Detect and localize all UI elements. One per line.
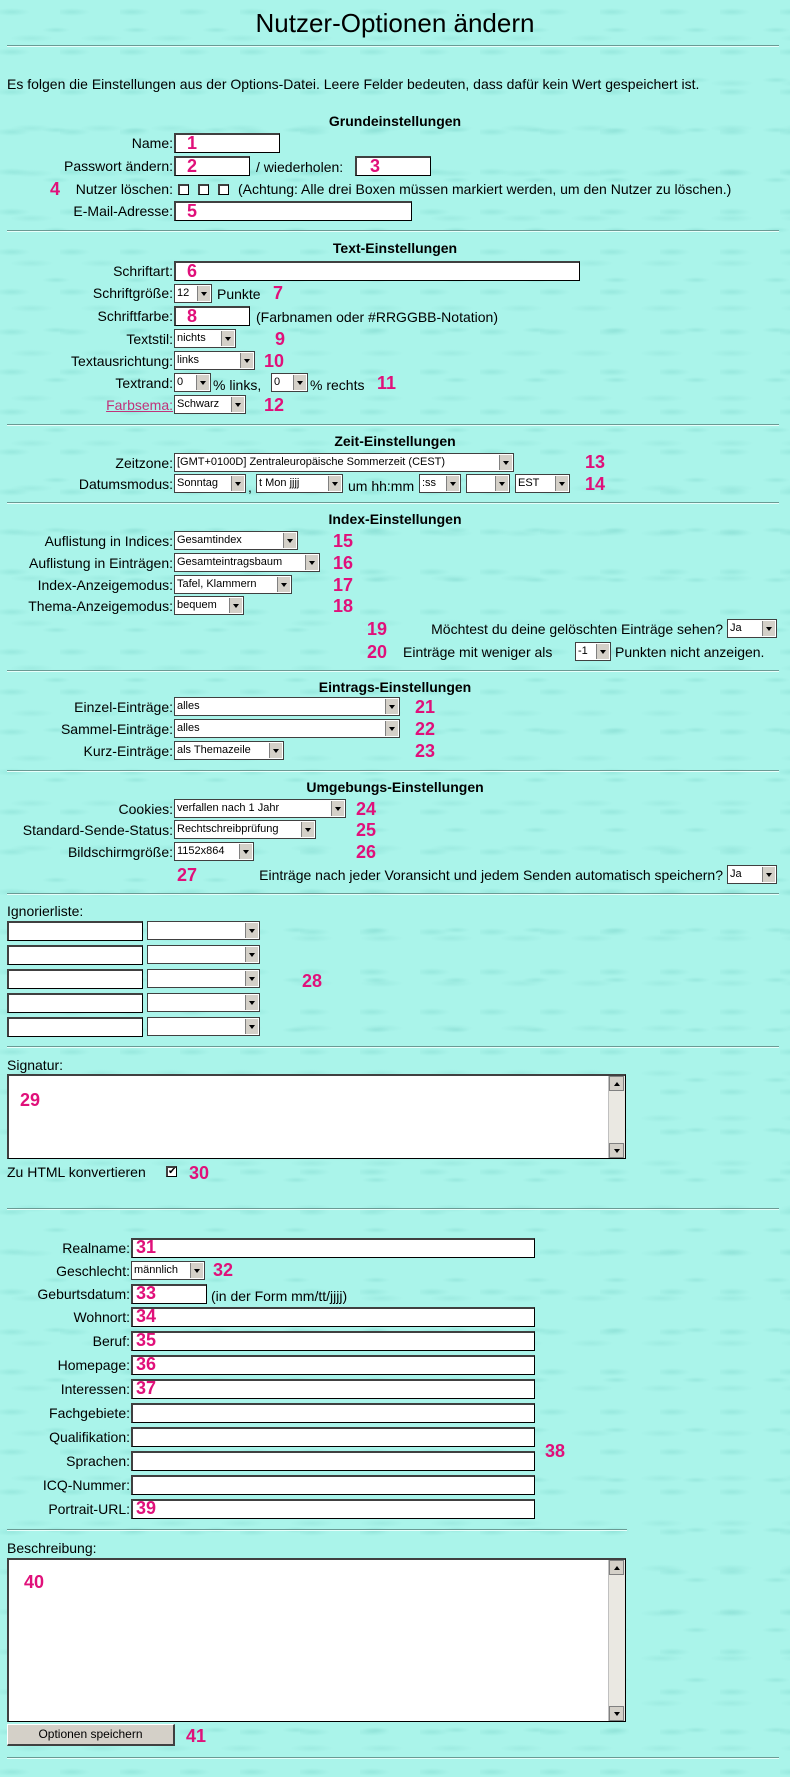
ignore-name-input[interactable] xyxy=(7,969,143,989)
callout-number: 33 xyxy=(136,1283,157,1303)
residence-input[interactable] xyxy=(131,1307,535,1327)
delete-checkbox-3[interactable] xyxy=(218,184,229,195)
chevron-down-icon xyxy=(245,1019,258,1034)
index-mode-label: Index-Anzeigemodus: xyxy=(37,577,173,593)
callout-number: 11 xyxy=(377,373,397,393)
chevron-down-icon xyxy=(240,353,253,368)
callout-number: 28 xyxy=(302,971,323,991)
callout-number: 10 xyxy=(264,351,285,371)
birthdate-note: (in der Form mm/tt/jjjj) xyxy=(211,1288,348,1304)
interests-label: Interessen: xyxy=(60,1381,130,1397)
font-color-note: (Farbnamen oder #RRGGBB-Notation) xyxy=(256,309,498,325)
callout-number: 5 xyxy=(187,201,198,221)
callout-number: 15 xyxy=(333,531,354,551)
callout-number: 31 xyxy=(136,1237,157,1257)
extra-format-select[interactable] xyxy=(466,474,510,493)
seconds-select[interactable]: :ss xyxy=(419,474,461,493)
chevron-down-icon xyxy=(385,699,398,714)
birthdate-label: Geburtsdatum: xyxy=(37,1286,130,1302)
chevron-down-icon xyxy=(190,1263,203,1278)
deleted-entries-label: Möchtest du deine gelöschten Einträge sehen? xyxy=(431,621,723,637)
deleted-entries-select[interactable]: Ja xyxy=(727,619,777,638)
chevron-down-icon xyxy=(331,801,344,816)
delete-checkbox-1[interactable] xyxy=(178,184,189,195)
chevron-down-icon xyxy=(446,476,459,491)
chevron-down-icon xyxy=(293,375,306,390)
autosave-label: Einträge nach jeder Voransicht und jedem Senden automatisch speichern? xyxy=(259,867,723,883)
scroll-down-icon[interactable] xyxy=(609,1706,624,1721)
screen-size-label: Bildschirmgröße: xyxy=(67,844,173,860)
languages-label: Sprachen: xyxy=(66,1453,130,1469)
chevron-down-icon xyxy=(283,533,296,548)
ignore-type-select[interactable] xyxy=(147,993,260,1012)
delete-user-label: Nutzer löschen: xyxy=(75,181,173,197)
residence-label: Wohnort: xyxy=(73,1309,130,1325)
index-listing-label: Auflistung in Indices: xyxy=(44,533,173,549)
fewer-points-label-b: Punkten nicht anzeigen. xyxy=(615,644,765,660)
font-color-label: Schriftfarbe: xyxy=(97,308,173,324)
callout-number: 14 xyxy=(585,474,606,494)
email-label: E-Mail-Adresse: xyxy=(73,203,173,219)
margin-left-select[interactable]: 0 xyxy=(174,373,211,392)
font-label: Schriftart: xyxy=(113,263,173,279)
tz-abbrev-select[interactable]: EST xyxy=(515,474,570,493)
portrait-url-input[interactable] xyxy=(131,1499,535,1519)
description-textarea[interactable] xyxy=(7,1558,626,1722)
time-text: um hh:mm xyxy=(348,478,415,494)
chevron-down-icon xyxy=(239,844,252,859)
callout-number: 34 xyxy=(136,1306,157,1326)
expertise-input[interactable] xyxy=(131,1403,535,1423)
callout-number: 4 xyxy=(50,179,61,199)
callout-number: 41 xyxy=(186,1726,207,1746)
entries-listing-label: Auflistung in Einträgen: xyxy=(29,555,173,571)
qualification-input[interactable] xyxy=(131,1427,535,1447)
callout-number: 1 xyxy=(187,133,198,153)
send-status-label: Standard-Sende-Status: xyxy=(22,822,173,838)
convert-html-checkbox[interactable]: ✔ xyxy=(168,1166,177,1177)
ignore-list-label: Ignorierliste: xyxy=(7,903,84,919)
fewer-points-label-a: Einträge mit weniger als xyxy=(403,644,553,660)
margin-left-unit: % links, xyxy=(213,377,262,393)
chevron-down-icon xyxy=(221,331,234,346)
callout-number: 20 xyxy=(367,642,388,662)
text-align-label: Textausrichtung: xyxy=(71,353,173,369)
font-size-label: Schriftgröße: xyxy=(92,285,173,301)
icq-label: ICQ-Nummer: xyxy=(42,1477,130,1493)
callout-number: 3 xyxy=(370,156,381,176)
min-points-select[interactable]: -1 xyxy=(575,642,611,661)
callout-number: 2 xyxy=(187,156,198,176)
cookies-label: Cookies: xyxy=(118,801,173,817)
expertise-label: Fachgebiete: xyxy=(49,1405,130,1421)
chevron-down-icon xyxy=(277,577,290,592)
screen-size-select[interactable]: 1152x864 xyxy=(174,842,254,861)
chevron-down-icon xyxy=(596,644,609,659)
index-mode-select[interactable]: Tafel, Klammern xyxy=(174,575,292,594)
callout-number: 38 xyxy=(545,1441,566,1461)
password-input[interactable] xyxy=(174,156,250,176)
chevron-down-icon xyxy=(385,721,398,736)
callout-number: 16 xyxy=(333,553,354,573)
callout-number: 40 xyxy=(24,1572,45,1592)
callout-number: 24 xyxy=(356,799,377,819)
chevron-down-icon xyxy=(231,476,244,491)
callout-number: 8 xyxy=(187,306,198,326)
chevron-down-icon xyxy=(555,476,568,491)
convert-html-label: Zu HTML konvertieren xyxy=(7,1164,146,1180)
callout-number: 21 xyxy=(415,697,436,717)
short-entries-label: Kurz-Einträge: xyxy=(83,743,173,759)
page-title: Nutzer-Optionen ändern xyxy=(255,8,535,38)
weekday-select[interactable]: Sonntag xyxy=(174,474,246,493)
scroll-down-icon[interactable] xyxy=(609,1143,624,1158)
callout-number: 32 xyxy=(213,1260,234,1280)
languages-input[interactable] xyxy=(131,1451,535,1471)
callout-number: 17 xyxy=(333,575,354,595)
callout-number: 6 xyxy=(187,261,198,281)
section-heading-entries: Eintrags-Einstellungen xyxy=(318,679,472,695)
callout-number: 9 xyxy=(275,329,286,349)
chevron-down-icon xyxy=(245,971,258,986)
autosave-select[interactable]: Ja xyxy=(727,865,777,884)
single-entries-label: Einzel-Einträge: xyxy=(74,699,173,715)
email-input[interactable] xyxy=(174,201,412,221)
callout-number: 12 xyxy=(264,395,285,415)
section-heading-text: Text-Einstellungen xyxy=(332,240,458,256)
callout-number: 27 xyxy=(177,865,198,885)
signature-textarea[interactable] xyxy=(7,1074,626,1159)
delete-note: (Achtung: Alle drei Boxen müssen markiert werden, um den Nutzer zu löschen.) xyxy=(238,181,732,197)
multi-entries-label: Sammel-Einträge: xyxy=(60,721,173,737)
description-label: Beschreibung: xyxy=(7,1540,97,1556)
job-input[interactable] xyxy=(131,1331,535,1351)
theme-mode-select[interactable]: bequem xyxy=(174,596,244,615)
multi-entries-select[interactable]: alles xyxy=(174,719,400,738)
entries-listing-select[interactable]: Gesamteintragsbaum xyxy=(174,553,320,572)
margin-right-select[interactable]: 0 xyxy=(271,373,308,392)
chevron-down-icon xyxy=(499,455,512,470)
text-margin-label: Textrand: xyxy=(115,375,173,391)
scrollbar[interactable] xyxy=(608,1076,625,1158)
section-heading-basic: Grundeinstellungen xyxy=(328,113,462,129)
portrait-url-label: Portrait-URL: xyxy=(48,1501,130,1517)
chevron-down-icon xyxy=(301,822,314,837)
gender-label: Geschlecht: xyxy=(56,1263,130,1279)
password-label: Passwort ändern: xyxy=(64,158,173,174)
chevron-down-icon xyxy=(762,867,775,882)
qualification-label: Qualifikation: xyxy=(49,1429,130,1445)
ignore-type-select[interactable] xyxy=(147,969,260,988)
text-align-select[interactable]: links xyxy=(174,351,255,370)
callout-number: 36 xyxy=(136,1354,157,1374)
chevron-down-icon xyxy=(269,743,282,758)
callout-number: 13 xyxy=(585,452,606,472)
callout-number: 30 xyxy=(189,1163,210,1183)
chevron-down-icon xyxy=(762,621,775,636)
short-entries-select[interactable]: als Themazeile xyxy=(174,741,284,760)
date-mode-label: Datumsmodus: xyxy=(78,476,173,492)
callout-number: 7 xyxy=(273,283,284,303)
ignore-name-input[interactable] xyxy=(7,921,143,941)
font-color-input[interactable] xyxy=(174,306,250,326)
ignore-type-select[interactable] xyxy=(147,921,260,940)
single-entries-select[interactable]: alles xyxy=(174,697,400,716)
font-input[interactable] xyxy=(174,261,580,281)
callout-number: 19 xyxy=(367,619,388,639)
chevron-down-icon xyxy=(495,476,508,491)
theme-mode-label: Thema-Anzeigemodus: xyxy=(28,598,173,614)
password-repeat-input[interactable] xyxy=(355,156,431,176)
callout-number: 35 xyxy=(136,1330,157,1350)
text-style-label: Textstil: xyxy=(126,331,173,347)
font-size-unit: Punkte xyxy=(217,286,261,302)
callout-number: 26 xyxy=(356,842,377,862)
callout-number: 18 xyxy=(333,596,354,616)
font-size-select[interactable]: 12 xyxy=(174,284,212,303)
chevron-down-icon xyxy=(305,555,318,570)
realname-input[interactable] xyxy=(131,1238,535,1258)
margin-right-unit: % rechts xyxy=(310,377,365,393)
timezone-select[interactable]: [GMT+0100D] Zentraleuropäische Sommerzeit (CEST) xyxy=(174,453,514,472)
section-heading-index: Index-Einstellungen xyxy=(328,511,462,527)
chevron-down-icon xyxy=(229,598,242,613)
chevron-down-icon xyxy=(231,397,244,412)
chevron-down-icon xyxy=(328,476,341,491)
repeat-label: / wiederholen: xyxy=(256,159,344,175)
scroll-up-icon[interactable] xyxy=(609,1560,624,1575)
callout-number: 29 xyxy=(20,1090,41,1110)
date-format-select[interactable]: t Mon jjjj xyxy=(256,474,343,493)
chevron-down-icon xyxy=(245,995,258,1010)
index-listing-select[interactable]: Gesamtindex xyxy=(174,531,298,550)
cookies-select[interactable]: verfallen nach 1 Jahr xyxy=(174,799,346,818)
icq-input[interactable] xyxy=(131,1475,535,1495)
intro-text: Es folgen die Einstellungen aus der Options-Datei. Leere Felder bedeuten, dass dafür kein Wert gespeichert ist. xyxy=(7,76,700,92)
name-label: Name: xyxy=(131,135,173,151)
save-options-button[interactable]: Optionen speichern xyxy=(7,1724,175,1746)
chevron-down-icon xyxy=(245,947,258,962)
ignore-name-input[interactable] xyxy=(7,1017,143,1037)
text-style-select[interactable]: nichts xyxy=(174,329,236,348)
interests-input[interactable] xyxy=(131,1379,535,1399)
scrollbar[interactable] xyxy=(608,1560,625,1721)
scroll-up-icon[interactable] xyxy=(609,1076,624,1091)
chevron-down-icon xyxy=(197,286,210,301)
color-scheme-link[interactable]: Farbsema: xyxy=(106,397,173,413)
callout-number: 23 xyxy=(415,741,436,761)
callout-number: 25 xyxy=(356,820,377,840)
color-scheme-select[interactable]: Schwarz xyxy=(174,395,246,414)
section-heading-env: Umgebungs-Einstellungen xyxy=(306,779,484,795)
callout-number: 37 xyxy=(136,1378,157,1398)
send-status-select[interactable]: Rechtschreibprüfung xyxy=(174,820,316,839)
date-comma: , xyxy=(248,479,252,495)
gender-select[interactable]: männlich xyxy=(131,1261,205,1280)
homepage-label: Homepage: xyxy=(57,1357,130,1373)
chevron-down-icon xyxy=(196,375,209,390)
chevron-down-icon xyxy=(245,923,258,938)
job-label: Beruf: xyxy=(92,1333,130,1349)
ignore-type-select[interactable] xyxy=(147,1017,260,1036)
callout-number: 22 xyxy=(415,719,436,739)
ignore-type-select[interactable] xyxy=(147,945,260,964)
signature-label: Signatur: xyxy=(7,1057,64,1073)
callout-number: 39 xyxy=(136,1498,157,1518)
delete-checkbox-2[interactable] xyxy=(198,184,209,195)
homepage-input[interactable] xyxy=(131,1355,535,1375)
realname-label: Realname: xyxy=(62,1240,130,1256)
ignore-name-input[interactable] xyxy=(7,945,143,965)
timezone-label: Zeitzone: xyxy=(115,455,173,471)
section-heading-time: Zeit-Einstellungen xyxy=(334,433,456,449)
ignore-name-input[interactable] xyxy=(7,993,143,1013)
